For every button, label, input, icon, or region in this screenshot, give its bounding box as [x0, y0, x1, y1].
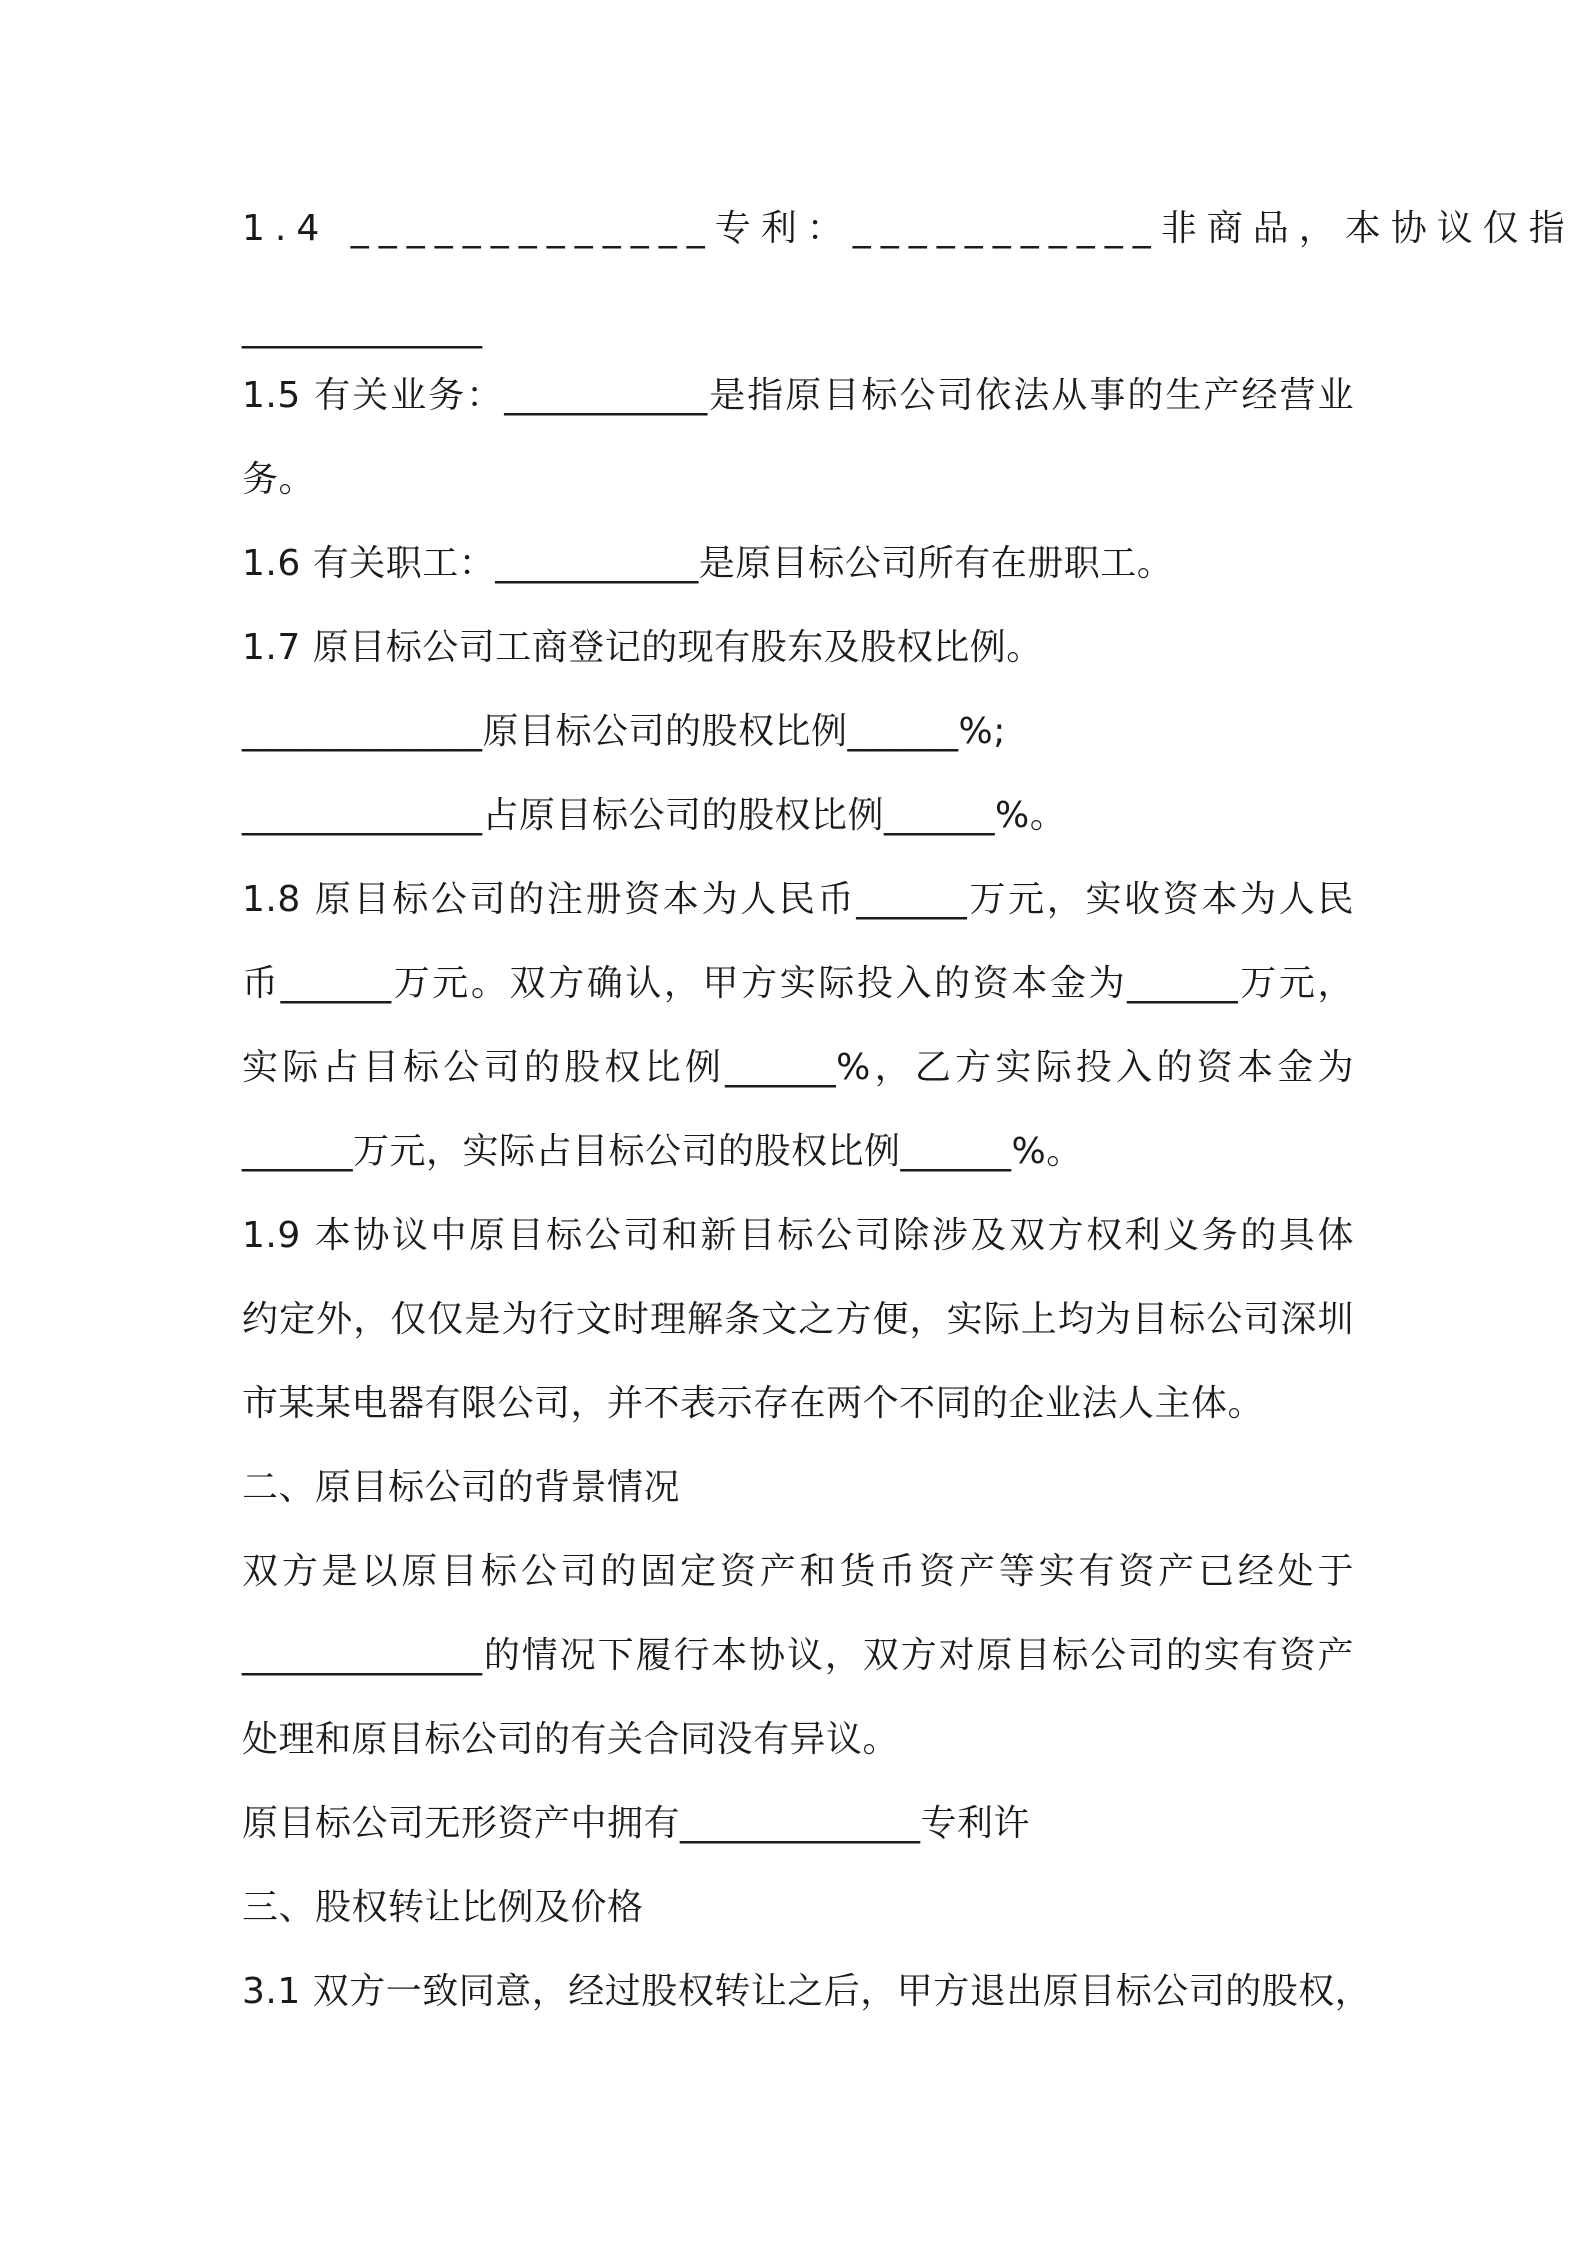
section-2-patent-line: 原目标公司无形资产中拥有_____________专利许 [242, 1803, 1031, 1844]
clause-1-7-line: 1.7 原目标公司工商登记的现有股东及股权比例。 [242, 627, 1043, 668]
clause-1-9-line-2: 约定外，仅仅是为行文时理解条文之方便，实际上均为目标公司深圳 [242, 1299, 1354, 1340]
section-3-heading: 三、股权转让比例及价格 [242, 1887, 644, 1928]
clause-1-5-line-1: 1.5 有关业务：___________是指原目标公司依法从事的生产经营业 [242, 375, 1354, 416]
clause-1-4-line-1: 1.4 _____________专利：___________非商品，本协议仅指 [242, 208, 1575, 249]
clause-1-8-line-4: ______万元，实际占目标公司的股权比例______%。 [242, 1131, 1083, 1172]
clause-1-4-line-2: _____________ [242, 308, 483, 349]
clause-1-8-line-2: 币______万元。双方确认，甲方实际投入的资本金为______万元， [242, 963, 1354, 1004]
clause-1-8-line-1: 1.8 原目标公司的注册资本为人民币______万元，实收资本为人民 [242, 879, 1354, 920]
clause-3-1-line-1: 3.1 双方一致同意，经过股权转让之后，甲方退出原目标公司的股权， [242, 1971, 1372, 2012]
section-2-paragraph-line-1: 双方是以原目标公司的固定资产和货币资产等实有资产已经处于 [242, 1551, 1354, 1592]
clause-1-9-line-1: 1.9 本协议中原目标公司和新目标公司除涉及双方权利义务的具体 [242, 1215, 1354, 1256]
shareholder-line-1: _____________原目标公司的股权比例______%; [242, 711, 1006, 752]
section-2-paragraph-line-3: 处理和原目标公司的有关合同没有异议。 [242, 1719, 900, 1760]
clause-1-5-line-2: 务。 [242, 459, 316, 500]
clause-1-6-line: 1.6 有关职工：___________是原目标公司所有在册职工。 [242, 543, 1174, 584]
clause-1-8-line-3: 实际占目标公司的股权比例______%，乙方实际投入的资本金为 [242, 1047, 1354, 1088]
section-2-heading: 二、原目标公司的背景情况 [242, 1467, 681, 1508]
clause-1-9-line-3: 市某某电器有限公司，并不表示存在两个不同的企业法人主体。 [242, 1383, 1265, 1424]
shareholder-line-2: _____________占原目标公司的股权比例______%。 [242, 795, 1067, 836]
section-2-paragraph-line-2: _____________的情况下履行本协议，双方对原目标公司的实有资产 [242, 1635, 1354, 1676]
